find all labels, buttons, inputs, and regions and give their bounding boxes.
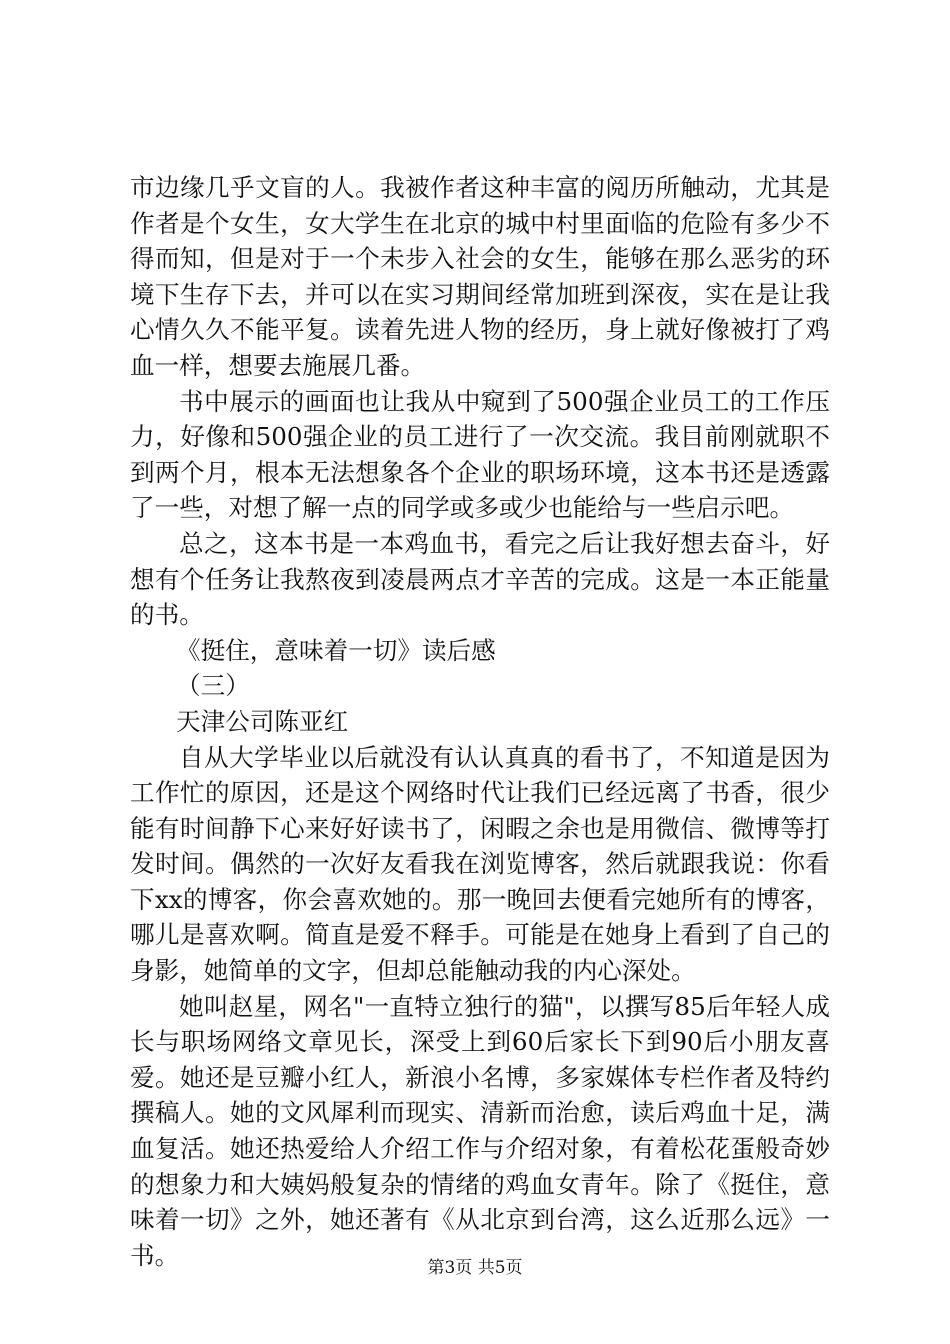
paragraph-summary: 总之，这本书是一本鸡血书，看完之后让我好想去奋斗，好想有个任务让我熬夜到凌晨两点才辛苦的完成。这是一本正能量的书。	[130, 528, 830, 630]
paragraph-author-bio: 她叫赵星，网名"一直特立独行的猫"，以撰写85后年轻人成长与职场网络文章见长，深受上到60后家长下到90后小朋友喜爱。她还是豆瓣小红人，新浪小名博，多家媒体专栏作者及特约撰稿人。她的文风犀利而现实、清新而治愈，读后鸡血十足，满血复活。她还热爱给人介绍工作与介绍对象，有着松花蛋般奇妙的想象力和大姨妈般复杂的情绪的鸡血女青年。除了《挺住，意味着一切》之外，她还著有《从北京到台湾，这么近那么远》一书。	[130, 991, 830, 1270]
section-title: 《挺住，意味着一切》读后感	[176, 635, 496, 665]
page-footer: 第3页 共5页	[427, 1258, 523, 1278]
section-number: （三）	[176, 671, 250, 701]
document-body	[130, 170, 830, 1273]
paragraph-work-pressure: 书中展示的画面也让我从中窥到了500强企业员工的工作压力，好像和500强企业的员工进行了一次交流。我目前刚就职不到两个月，根本无法想象各个企业的职场环境，这本书还是透露了一些，对想了解一点的同学或多或少也能给与一些启示吧。	[130, 386, 830, 523]
author-line: 天津公司陈亚红	[176, 706, 349, 736]
paragraph-reading-habit: 自从大学毕业以后就没有认认真真的看书了，不知道是因为工作忙的原因，还是这个网络时代让我们已经远离了书香，很少能有时间静下心来好好读书了，闲暇之余也是用微信、微博等打发时间。偶然的一次好友看我在浏览博客，然后就跟我说：你看下xx的博客，你会喜欢她的。那一晚回去便看完她所有的博客，哪儿是喜欢啊。简直是爱不释手。可能是在她身上看到了自己的身影，她简单的文字，但却总能触动我的内心深处。	[130, 742, 830, 986]
paragraph-continued: 市边缘几乎文盲的人。我被作者这种丰富的阅历所触动，尤其是作者是个女生，女大学生在北京的城中村里面临的危险有多少不得而知，但是对于一个未步入社会的女生，能够在那么恶劣的环境下生存下去，并可以在实习期间经常加班到深夜，实在是让我心情久久不能平复。读着先进人物的经历，身上就好像被打了鸡血一样，想要去施展几番。	[130, 173, 830, 380]
